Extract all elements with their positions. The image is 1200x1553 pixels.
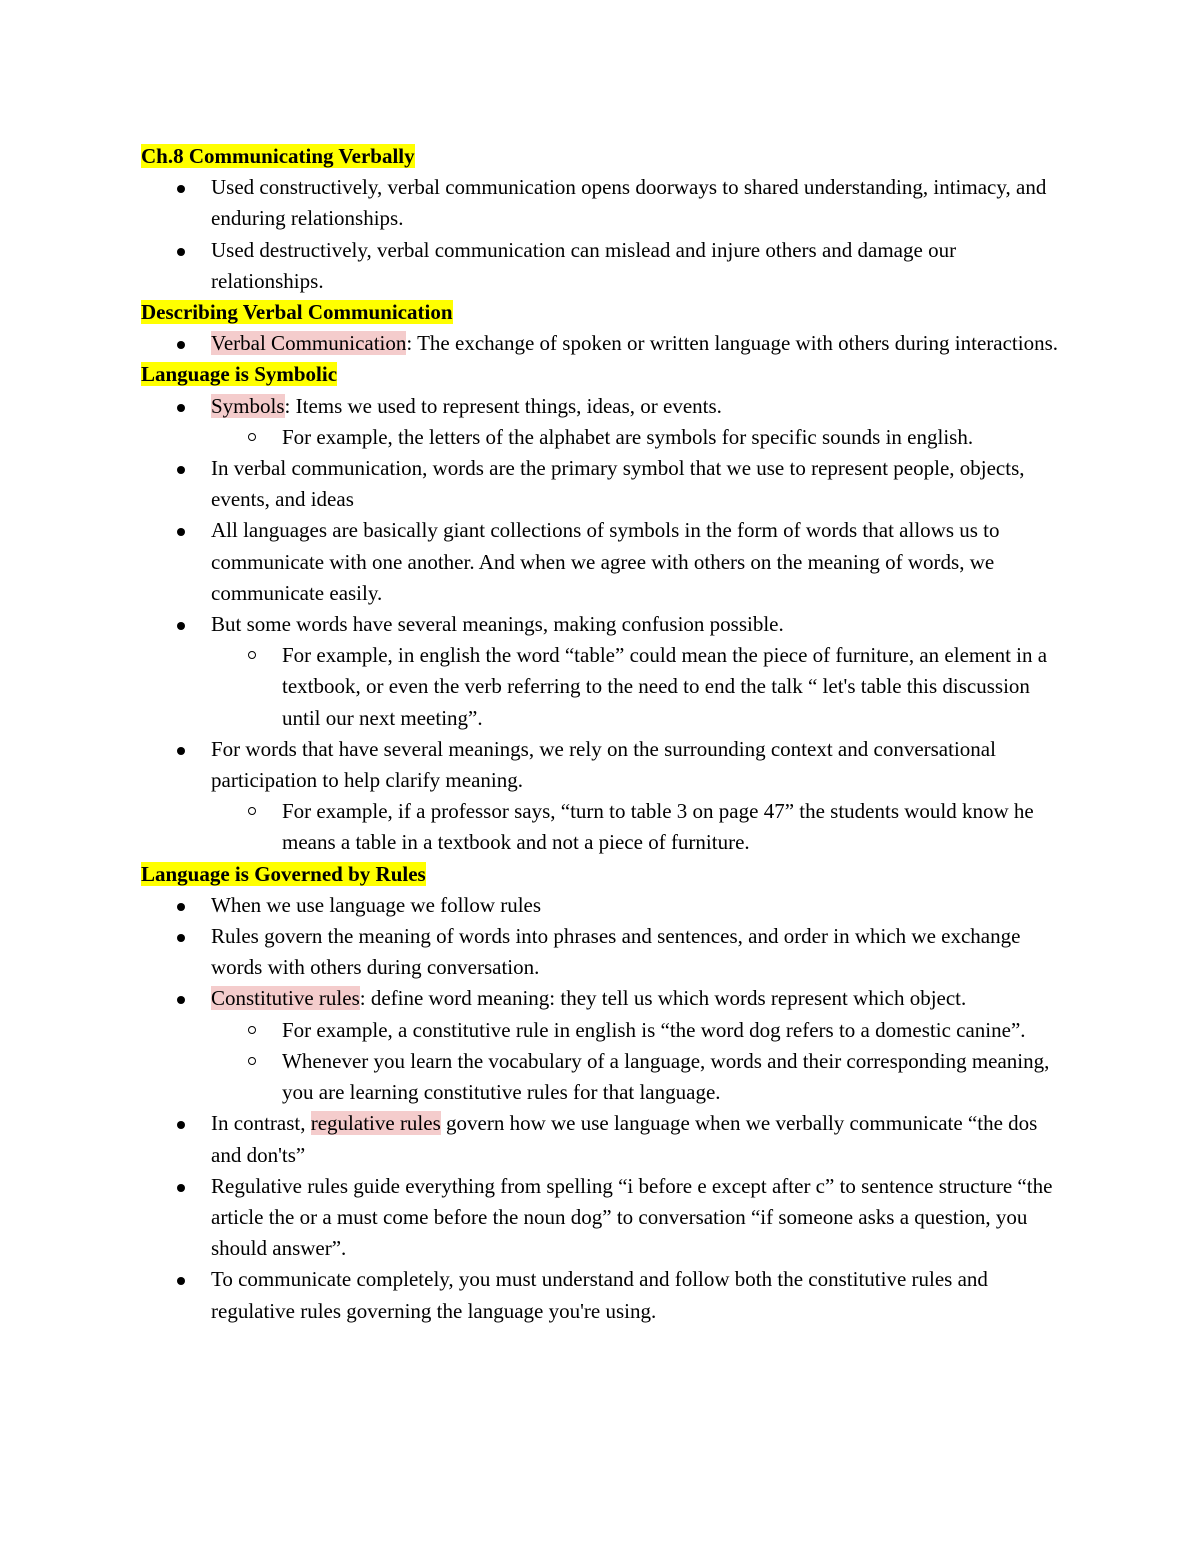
bullet-text: govern how we use language when we verbally communicate “the dos and don'ts” [211,1111,1038,1167]
sub-bullet-list [211,640,1071,734]
bullet-item [141,1108,1071,1170]
sub-bullet-list [211,796,1071,858]
section-title: Describing Verbal Communication [141,300,453,325]
bullet-text: In verbal communication, words are the primary symbol that we use to represent people, objects, events, and ideas [211,456,1025,512]
bullet-list [141,391,1071,859]
bullet-item [141,1171,1071,1265]
bullet-item [141,921,1071,983]
bullet-item [141,391,1071,453]
highlighted-term: Constitutive rules [211,986,360,1011]
sub-bullet-item: For example, a constitutive rule in english is “the word dog refers to a domestic canine”. [211,1015,1071,1046]
bullet-list [141,172,1071,297]
sub-bullet-item: Whenever you learn the vocabulary of a language, words and their corresponding meaning, you are learning constitutive rules for that language. [211,1046,1071,1108]
bullet-text: Regulative rules guide everything from spelling “i before e except after c” to sentence structure “the article the or a must come before the noun dog” to conversation “if someone asks a question, you should answer”. [211,1173,1053,1261]
sub-bullet-item: For example, if a professor says, “turn to table 3 on page 47” the students would know he means a table in a textbook and not a piece of furniture. [211,796,1071,858]
bullet-item [141,1264,1071,1326]
bullet-text: : The exchange of spoken or written language with others during interactions. [406,331,1058,356]
sub-bullet-item: For example, in english the word “table” could mean the piece of furniture, an element in a textbook, or even the verb referring to the need to end the talk “ let's table this discussion until our next meeting”. [211,640,1071,734]
highlighted-term: Verbal Communication [211,331,407,356]
bullet-text: For words that have several meanings, we rely on the surrounding context and conversational participation to help clarify meaning. [211,736,996,793]
bullet-list [141,328,1071,359]
section-heading [141,141,1071,172]
bullet-text: : define word meaning: they tell us which words represent which object. [359,986,967,1011]
section-heading [141,859,1071,890]
section-heading [141,297,1071,328]
section-heading [141,359,1071,390]
sub-bullet-list [211,1015,1071,1109]
bullet-text: To communicate completely, you must understand and follow both the constitutive rules and regulative rules governing the language you're using. [211,1267,988,1323]
bullet-item [141,609,1071,734]
bullet-item [141,890,1071,921]
bullet-item [141,734,1071,859]
section-title: Language is Symbolic [141,362,338,387]
bullet-item [141,983,1071,1108]
bullet-text: Rules govern the meaning of words into phrases and sentences, and order in which we exchange words with others during conversation. [211,924,1021,980]
sub-bullet-item: For example, the letters of the alphabet are symbols for specific sounds in english. [211,422,1071,453]
sub-bullet-list [211,422,1071,453]
bullet-list [141,890,1071,1327]
bullet-text: All languages are basically giant collections of symbols in the form of words that allows us to communicate with one another. And when we agree with others on the meaning of words, we communicate easily. [211,518,1000,605]
bullet-item [141,453,1071,515]
bullet-text: Used constructively, verbal communication opens doorways to shared understanding, intimacy, and enduring relationships. [211,175,1047,231]
bullet-item [141,235,1071,297]
bullet-item [141,515,1071,609]
bullet-text: Used destructively, verbal communication can mislead and injure others and damage our relationships. [211,237,957,293]
bullet-text: But some words have several meanings, making confusion possible. [211,612,784,637]
highlighted-term: Symbols [211,393,285,418]
bullet-text: : Items we used to represent things, ideas, or events. [284,393,722,418]
document-body [141,141,1071,1327]
bullet-item [141,172,1071,234]
section-title: Ch.8 Communicating Verbally [141,144,415,168]
highlighted-term: regulative rules [310,1111,441,1136]
section-title: Language is Governed by Rules [141,861,426,886]
bullet-prefix: In contrast, [211,1111,311,1136]
bullet-item [141,328,1071,359]
bullet-text: When we use language we follow rules [211,892,542,917]
